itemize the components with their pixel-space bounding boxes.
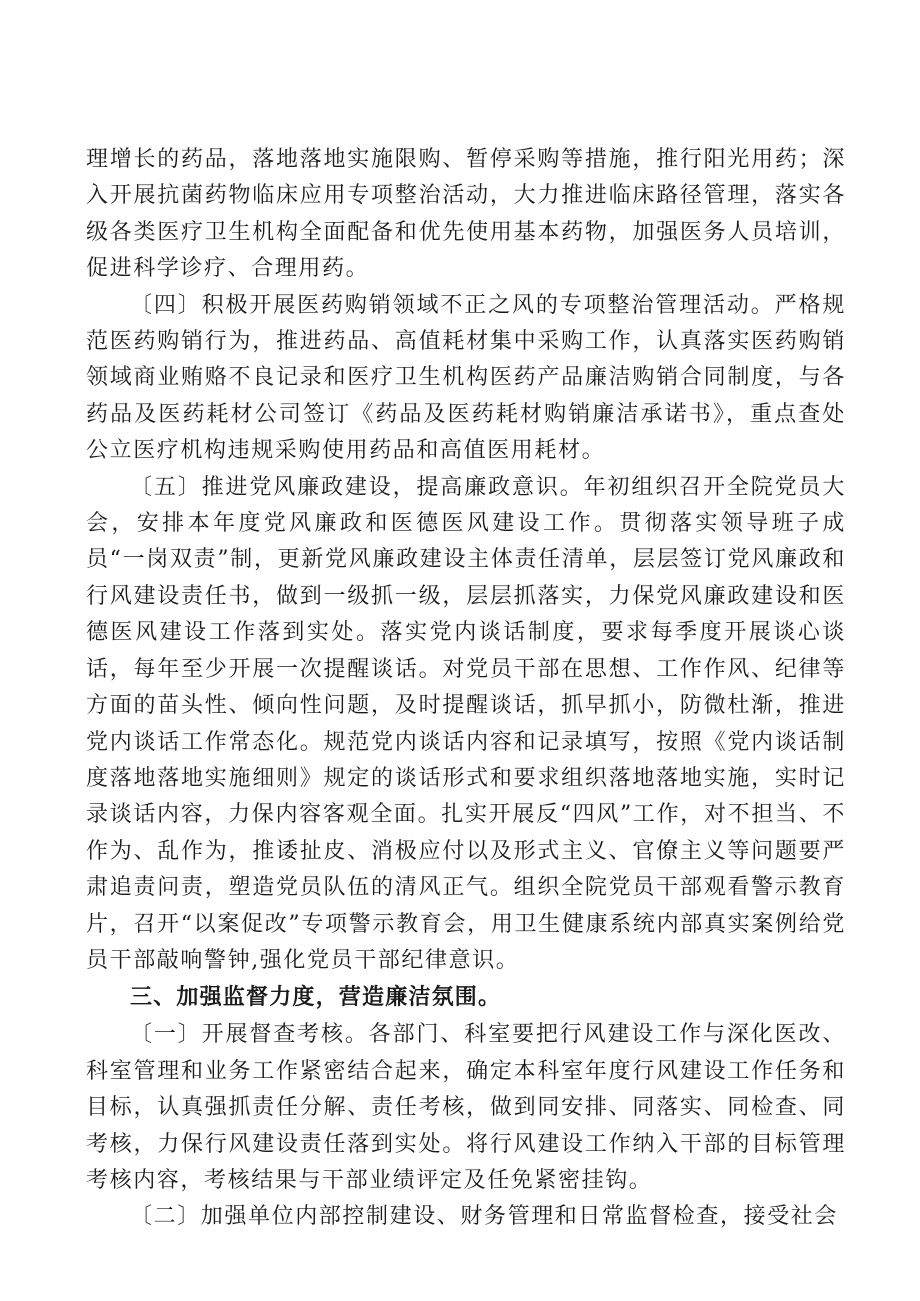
section-heading-three: 三、加强监督力度，营造廉洁氛围。	[130, 985, 502, 1011]
paragraph-three-one: 〔一〕开展督查考核。各部门、科室要把行风建设工作与深化医改、科室管理和业务工作紧密结合起来，确定本科室年度行风建设工作任务和目标，认真强抓责任分解、责任考核，做到同安排、同落实、同检查、同考核，力保行风建设责任落到实处。将行风建设工作纳入干部的目标管理考核内容，考核结果与干部业绩评定及任免紧密挂钩。	[86, 1022, 846, 1193]
paragraph-continued: 理增长的药品，落地落地实施限购、暂停采购等措施，推行阳光用药；深入开展抗菌药物临床应用专项整治活动，大力推进临床路径管理，落实各级各类医疗卫生机构全面配备和优先使用基本药物，加强医务人员培训，促进科学诊疗、合理用药。	[86, 147, 846, 282]
document-page	[86, 142, 846, 1236]
paragraph-section-four: 〔四〕积极开展医药购销领域不正之风的专项整治管理活动。严格规范医药购销行为，推进药品、高值耗材集中采购工作，认真落实医药购销领域商业贿赂不良记录和医疗卫生机构医药产品廉洁购销合同制度，与各药品及医药耗材公司签订《药品及医药耗材购销廉洁承诺书》，重点查处公立医疗机构违规采购使用药品和高值医用耗材。	[86, 292, 846, 464]
paragraph-three-two: 〔二〕加强单位内部控制建设、财务管理和日常监督检查，接受社会	[130, 1204, 839, 1230]
paragraph-section-five: 〔五〕推进党风廉政建设，提高廉政意识。年初组织召开全院党员大会，安排本年度党风廉政和医德医风建设工作。贯彻落实领导班子成员“一岗双责”制，更新党风廉政建设主体责任清单，层层签订党风廉政和行风建设责任书，做到一级抓一级，层层抓落实，力保党风廉政建设和医德医风建设工作落到实处。落实党内谈话制度，要求每季度开展谈心谈话，每年至少开展一次提醒谈话。对党员干部在思想、工作作风、纪律等方面的苗头性、倾向性问题，及时提醒谈话，抓早抓小，防微杜渐，推进党内谈话工作常态化。规范党内谈话内容和记录填写，按照《党内谈话制度落地落地实施细则》规定的谈话形式和要求组织落地落地实施，实时记录谈话内容，力保内容客观全面。扎实开展反“四风”工作，对不担当、不作为、乱作为，推诿扯皮、消极应付以及形式主义、官僚主义等问题要严肃追责问责，塑造党员队伍的清风正气。组织全院党员干部观看警示教育片，召开“以案促改”专项警示教育会，用卫生健康系统内部真实案例给党员干部敲响警钟,强化党员干部纪律意识。	[86, 474, 846, 973]
